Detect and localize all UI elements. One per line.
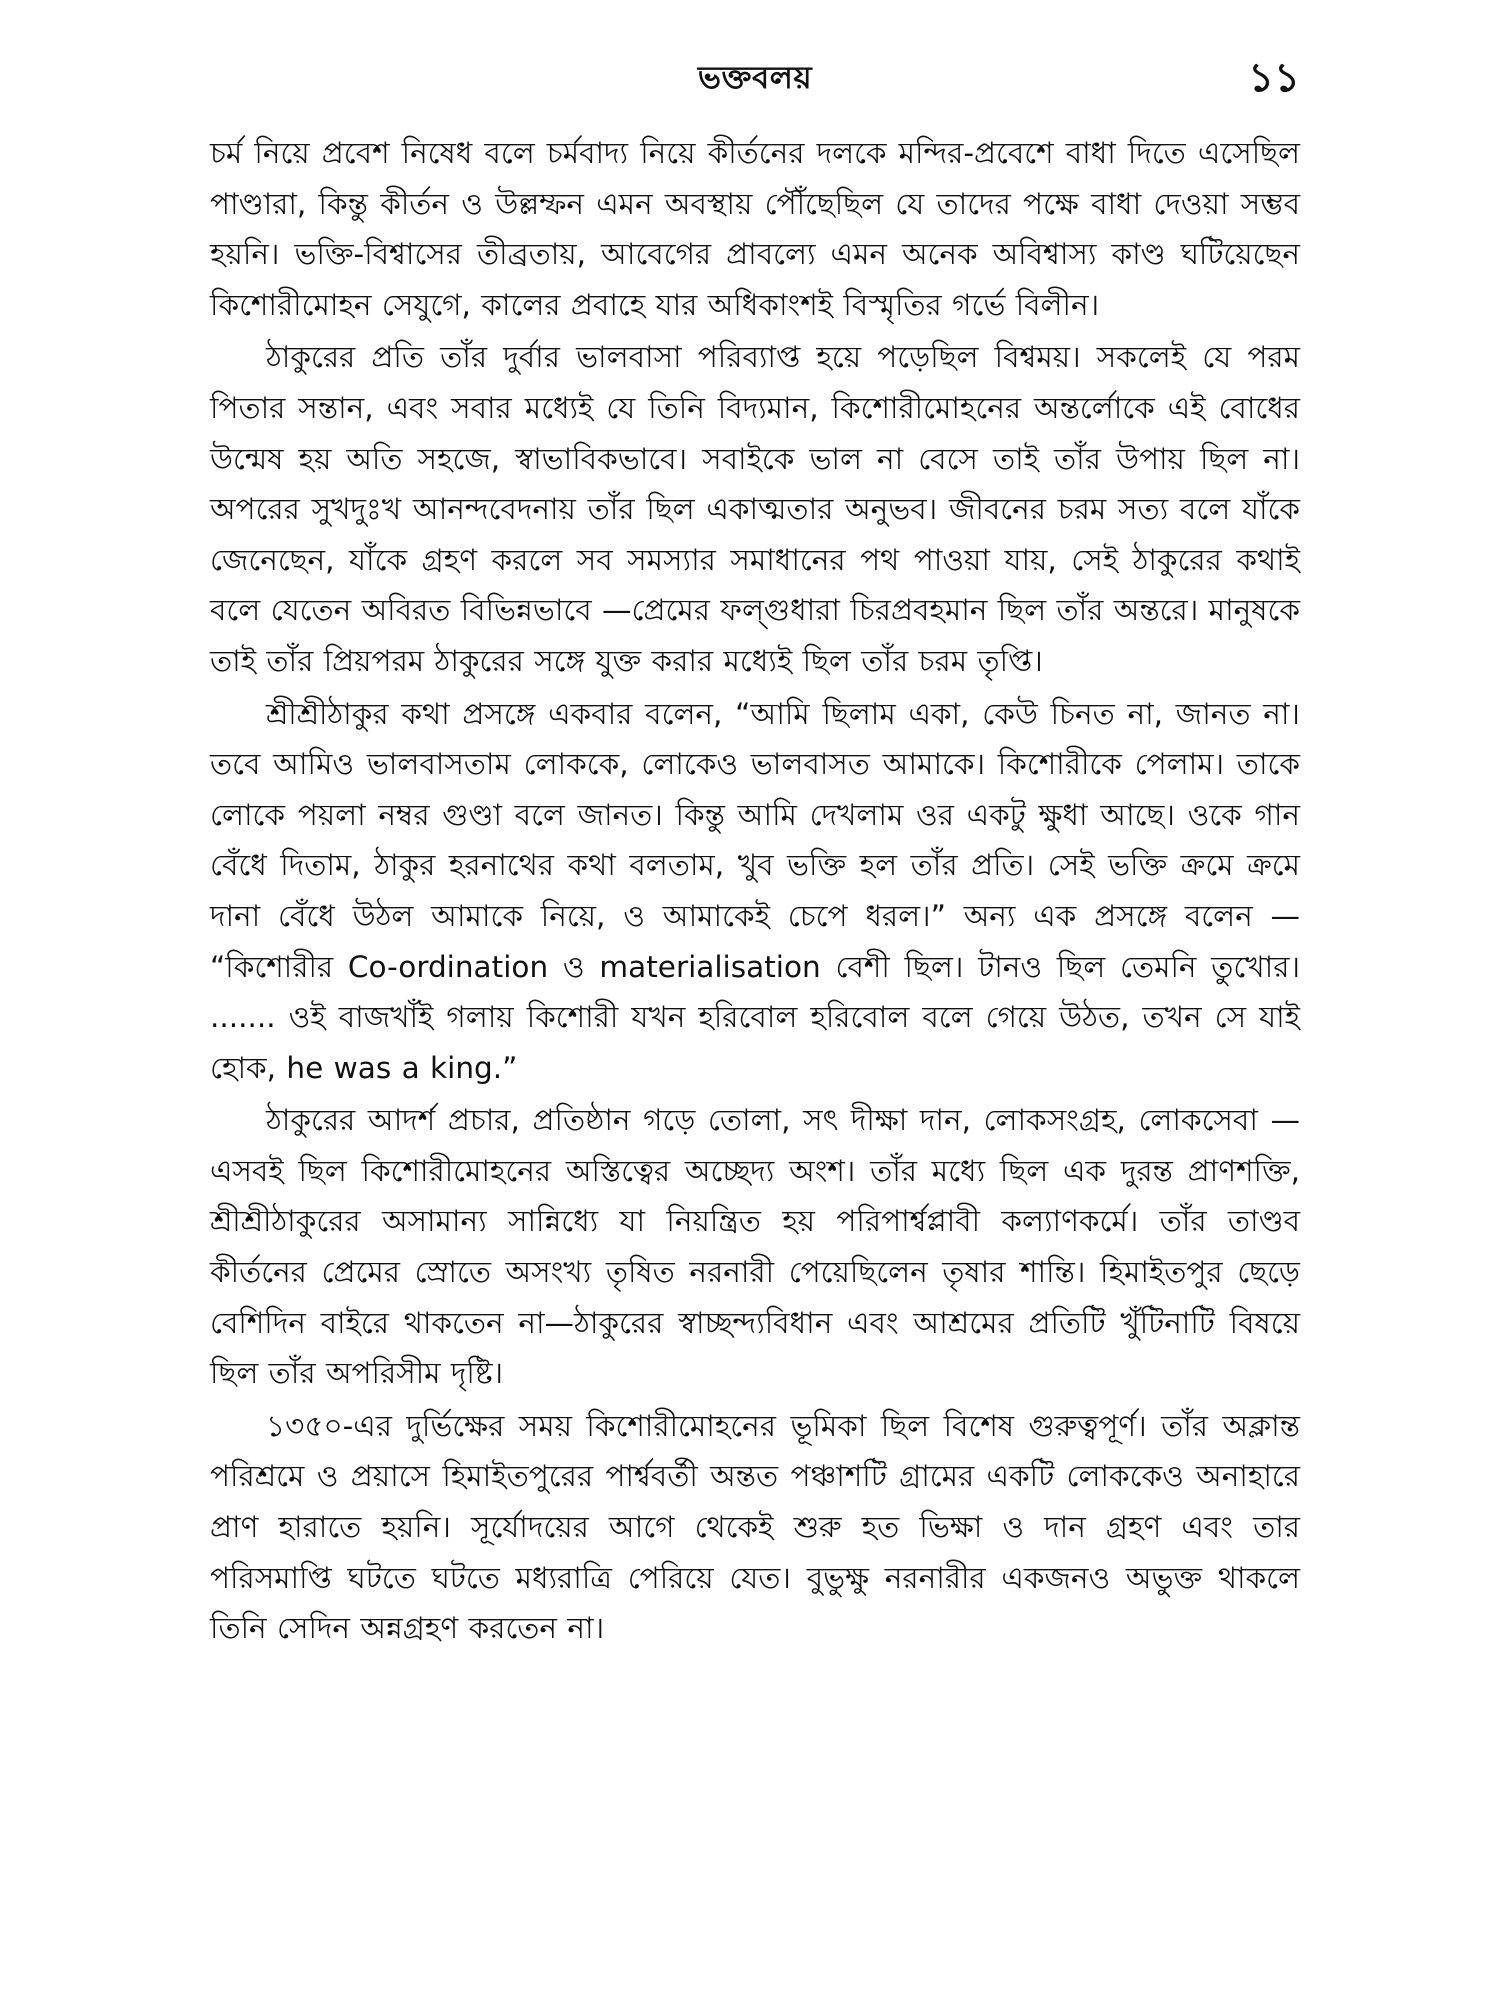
chapter-title: ভক্তবলয়: [697, 60, 813, 96]
paragraph-2: ঠাকুরের প্রতি তাঁর দুর্বার ভালবাসা পরিব্যাপ্ত হয়ে পড়েছিল বিশ্বময়। সকলেই যে পরম পিতার সন্তান, এবং সবার মধ্যেই যে তিনি বিদ্যমান, কিশোরীমোহনের অন্তর্লোকে এই বোধের উন্মেষ হয় অতি সহজে, স্বাভাবিকভাবে। সবাইকে ভাল না বেসে তাই তাঁর উপায় ছিল না। অপরের সুখদুঃখ আনন্দবেদনায় তাঁর ছিল একাত্মতার অনুভব। জীবনের চরম সত্য বলে যাঁকে জেনেছেন, যাঁকে গ্রহণ করলে সব সমস্যার সমাধানের পথ পাওয়া যায়, সেই ঠাকুরের কথাই বলে যেতেন অবিরত বিভিন্নভাবে —প্রেমের ফল্গুধারা চিরপ্রবহমান ছিল তাঁর অন্তরে। মানুষকে তাই তাঁর প্রিয়পরম ঠাকুরের সঙ্গে যুক্ত করার মধ্যেই ছিল তাঁর চরম তৃপ্তি।: [210, 340, 1300, 678]
body-text: [210, 128, 1300, 1654]
paragraph-5: ১৩৫০-এর দুর্ভিক্ষের সময় কিশোরীমোহনের ভূমিকা ছিল বিশেষ গুরুত্বপূর্ণ। তাঁর অক্লান্ত পরিশ্রমে ও প্রয়াসে হিমাইতপুরের পার্শ্ববর্তী অন্তত পঞ্চাশটি গ্রামের একটি লোককেও অনাহারে প্রাণ হারাতে হয়নি। সূর্যোদয়ের আগে থেকেই শুরু হত ভিক্ষা ও দান গ্রহণ এবং তার পরিসমাপ্তি ঘটতে ঘটতে মধ্যরাত্রি পেরিয়ে যেত। বুভুক্ষু নরনারীর একজনও অভুক্ত থাকলে তিনি সেদিন অন্নগ্রহণ করতেন না।: [210, 1408, 1300, 1646]
paragraph-3: শ্রীশ্রীঠাকুর কথা প্রসঙ্গে একবার বলেন, “আমি ছিলাম একা, কেউ চিনত না, জানত না। তবে আমিও ভালবাসতাম লোককে, লোকেও ভালবাসত আমাকে। কিশোরীকে পেলাম। তাকে লোকে পয়লা নম্বর গুণ্ডা বলে জানত। কিন্তু আমি দেখলাম ওর একটু ক্ষুধা আছে। ওকে গান বেঁধে দিতাম, ঠাকুর হরনাথের কথা বলতাম, খুব ভক্তি হল তাঁর প্রতি। সেই ভক্তি ক্রমে ক্রমে দানা বেঁধে উঠল আমাকে নিয়ে, ও আমাকেই চেপে ধরল।” অন্য এক প্রসঙ্গে বলেন — “কিশোরীর Co-ordination ও materialisation বেশী ছিল। টানও ছিল তেমনি তুখোর। ....... ওই বাজখাঁই গলায় কিশোরী যখন হরিবোল হরিবোল বলে গেয়ে উঠত, তখন সে যাই হোক, he was a king.”: [210, 696, 1300, 1085]
page-number: ১১: [1248, 55, 1300, 101]
paragraph-1: চর্ম নিয়ে প্রবেশ নিষেধ বলে চর্মবাদ্য নিয়ে কীর্তনের দলকে মন্দির-প্রবেশে বাধা দিতে এসেছিল পাণ্ডারা, কিন্তু কীর্তন ও উল্লম্ফন এমন অবস্থায় পৌঁছেছিল যে তাদের পক্ষে বাধা দেওয়া সম্ভব হয়নি। ভক্তি-বিশ্বাসের তীব্রতায়, আবেগের প্রাবল্যে এমন অনেক অবিশ্বাস্য কাণ্ড ঘটিয়েছেন কিশোরীমোহন সেযুগে, কালের প্রবাহে যার অধিকাংশই বিস্মৃতির গর্ভে বিলীন।: [210, 136, 1300, 322]
paragraph-4: ঠাকুরের আদর্শ প্রচার, প্রতিষ্ঠান গড়ে তোলা, সৎ দীক্ষা দান, লোকসংগ্রহ, লোকসেবা — এসবই ছিল কিশোরীমোহনের অস্তিত্বের অচ্ছেদ্য অংশ। তাঁর মধ্যে ছিল এক দুরন্ত প্রাণশক্তি, শ্রীশ্রীঠাকুরের অসামান্য সান্নিধ্যে যা নিয়ন্ত্রিত হয় পরিপার্শ্বপ্লাবী কল্যাণকর্মে। তাঁর তাণ্ডব কীর্তনের প্রেমের স্রোতে অসংখ্য তৃষিত নরনারী পেয়েছিলেন তৃষার শান্তি। হিমাইতপুর ছেড়ে বেশিদিন বাইরে থাকতেন না—ঠাকুরের স্বাচ্ছন্দ্যবিধান এবং আশ্রমের প্রতিটি খুঁটিনাটি বিষয়ে ছিল তাঁর অপরিসীম দৃষ্টি।: [210, 1103, 1300, 1391]
book-page: [210, 40, 1300, 1980]
running-header: [210, 40, 1300, 120]
